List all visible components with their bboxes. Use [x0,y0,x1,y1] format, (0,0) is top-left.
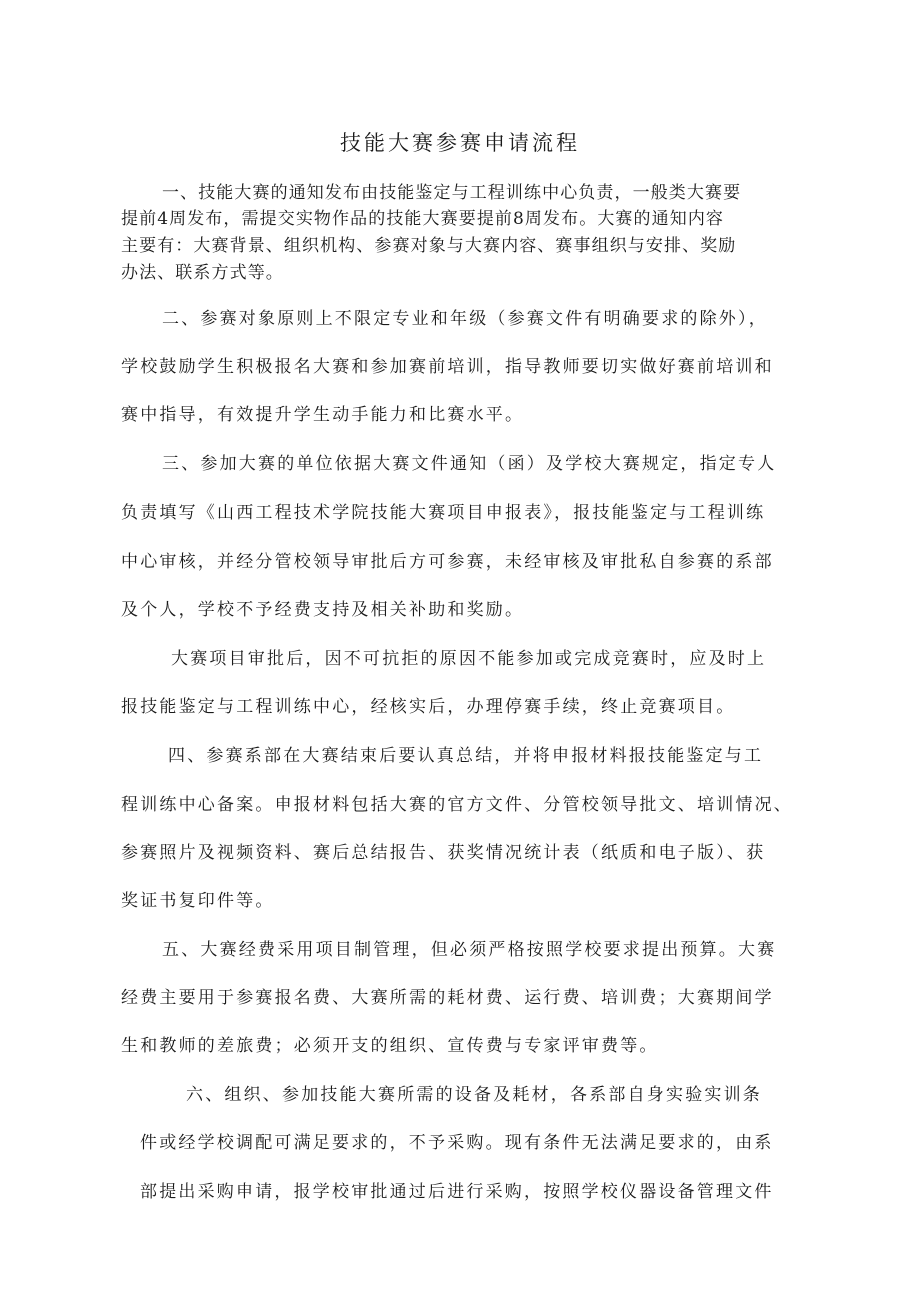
paragraph-line: 件或经学校调配可满足要求的，不予采购。现有条件无法满足要求的，由系 [140,1133,774,1153]
paragraph-line: 程训练中心备案。申报材料包括大赛的官方文件、分管校领导批文、培训情况、 [121,795,793,815]
paragraph-line: 主要有：大赛背景、组织机构、参赛对象与大赛内容、赛事组织与安排、奖励 [121,236,737,256]
paragraph-line: 六、组织、参加技能大赛所需的设备及耗材，各系部自身实验实训条 [186,1085,762,1105]
paragraph-line: 一、技能大赛的通知发布由技能鉴定与工程训练中心负责，一般类大赛要 [162,183,742,203]
document-title: 技能大赛参赛申请流程 [340,131,580,155]
paragraph-line: 二、参赛对象原则上不限定专业和年级（参赛文件有明确要求的除外）， [162,309,768,329]
paragraph-line: 奖证书复印件等。 [121,891,275,911]
paragraph-line: 三、参加大赛的单位依据大赛文件通知（函）及学校大赛规定，指定专人 [162,454,777,474]
paragraph-line: 四、参赛系部在大赛结束后要认真总结，并将申报材料报技能鉴定与工 [168,746,764,766]
paragraph-line: 赛中指导，有效提升学生动手能力和比赛水平。 [121,405,525,425]
paragraph-line: 参赛照片及视频资料、赛后总结报告、获奖情况统计表（纸质和电子版）、获 [121,843,766,863]
paragraph-line: 中心审核，并经分管校领导审批后方可参赛，未经审核及审批私自参赛的系部 [121,552,774,572]
paragraph-line: 五、大赛经费采用项目制管理，但必须严格按照学校要求提出预算。大赛 [162,940,777,960]
paragraph-line: 部提出采购申请，报学校审批通过后进行采购，按照学校仪器设备管理文件 [140,1182,774,1202]
paragraph-line: 生和教师的差旅费；必须开支的组织、宣传费与专家评审费等。 [121,1036,659,1056]
paragraph-line: 提前4周发布，需提交实物作品的技能大赛要提前8周发布。大赛的通知内容 [121,209,725,229]
paragraph-line: 报技能鉴定与工程训练中心，经核实后，办理停赛手续，终止竞赛项目。 [121,697,736,717]
paragraph-line: 学校鼓励学生积极报名大赛和参加赛前培训，指导教师要切实做好赛前培训和 [121,357,774,377]
paragraph-line: 经费主要用于参赛报名费、大赛所需的耗材费、运行费、培训费；大赛期间学 [121,988,774,1008]
paragraph-line: 大赛项目审批后，因不可抗拒的原因不能参加或完成竞赛时，应及时上 [171,649,767,669]
paragraph-line: 负责填写《山西工程技术学院技能大赛项目申报表》，报技能鉴定与工程训练 [121,503,766,523]
paragraph-line: 办法、联系方式等。 [121,263,284,283]
paragraph-line: 及个人，学校不予经费支持及相关补助和奖励。 [121,600,525,620]
